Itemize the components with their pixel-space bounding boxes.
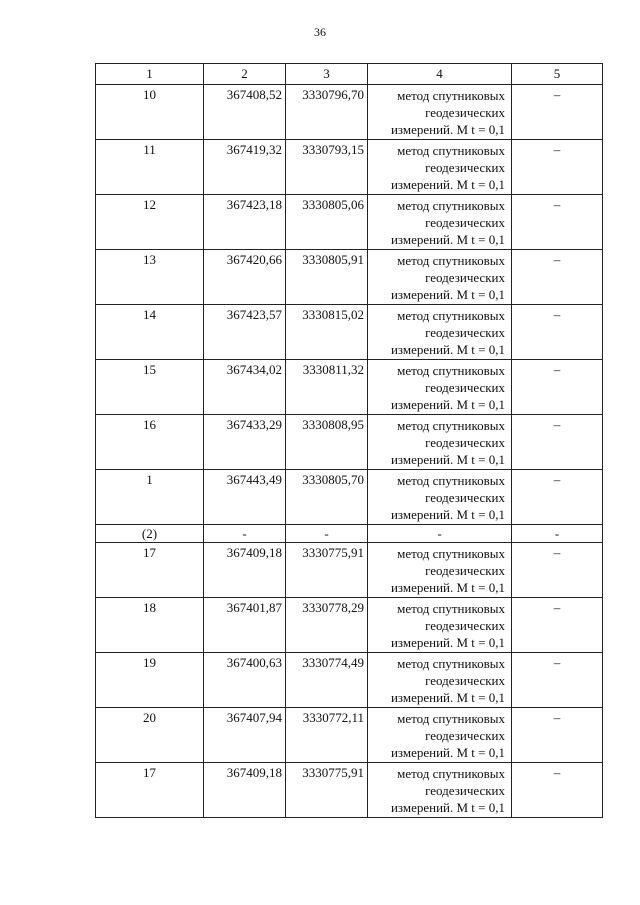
method-text-line: геодезических <box>425 215 505 230</box>
point-number-cell: 15 <box>96 360 204 415</box>
method-text-line: метод спутниковых <box>397 363 505 378</box>
method-cell <box>368 415 512 470</box>
method-text-line: измерений. M t = 0,1 <box>390 397 505 412</box>
method-cell <box>368 470 512 525</box>
table-row <box>96 195 603 250</box>
table-row <box>96 305 603 360</box>
precision-cell: – <box>512 305 603 360</box>
table-row <box>96 250 603 305</box>
method-cell <box>368 360 512 415</box>
table-row <box>96 543 603 598</box>
method-cell <box>368 708 512 763</box>
y-coordinate-cell: 3330772,11 <box>286 708 368 763</box>
method-text-line: геодезических <box>425 783 505 798</box>
x-coordinate-cell: 367409,18 <box>204 543 286 598</box>
x-coordinate-cell: 367408,52 <box>204 85 286 140</box>
method-text-line: геодезических <box>425 563 505 578</box>
table-header-row <box>96 64 603 85</box>
y-coordinate-cell: 3330778,29 <box>286 598 368 653</box>
method-cell <box>368 598 512 653</box>
method-text-line: геодезических <box>425 160 505 175</box>
x-coordinate-cell: 367400,63 <box>204 653 286 708</box>
point-number-cell: 1 <box>96 470 204 525</box>
precision-cell: – <box>512 598 603 653</box>
x-coordinate-cell: 367433,29 <box>204 415 286 470</box>
y-coordinate-cell: 3330805,91 <box>286 250 368 305</box>
precision-cell: – <box>512 763 603 818</box>
method-text-line: метод спутниковых <box>397 143 505 158</box>
method-text-line: метод спутниковых <box>397 473 505 488</box>
method-text-line: геодезических <box>425 325 505 340</box>
method-text-line: измерений. M t = 0,1 <box>390 745 505 760</box>
y-coordinate-cell: 3330775,91 <box>286 763 368 818</box>
x-coordinate-cell: 367423,57 <box>204 305 286 360</box>
x-coordinate-cell: 367434,02 <box>204 360 286 415</box>
method-text-line: измерений. M t = 0,1 <box>390 635 505 650</box>
method-cell <box>368 543 512 598</box>
header-cell: 5 <box>512 64 603 85</box>
x-coordinate-cell: 367420,66 <box>204 250 286 305</box>
coordinates-table <box>95 63 603 818</box>
precision-cell: – <box>512 250 603 305</box>
method-cell <box>368 85 512 140</box>
precision-cell: – <box>512 415 603 470</box>
method-text-line: метод спутниковых <box>397 766 505 781</box>
x-coordinate-cell: 367401,87 <box>204 598 286 653</box>
method-text-line: измерений. M t = 0,1 <box>390 122 505 137</box>
point-number-cell: 17 <box>96 543 204 598</box>
y-coordinate-cell: 3330775,91 <box>286 543 368 598</box>
y-coordinate-cell: 3330808,95 <box>286 415 368 470</box>
point-number-cell: 10 <box>96 85 204 140</box>
method-text-line: измерений. M t = 0,1 <box>390 232 505 247</box>
table-row <box>96 360 603 415</box>
method-text-line: геодезических <box>425 490 505 505</box>
method-text-line: метод спутниковых <box>397 656 505 671</box>
y-coordinate-cell: 3330805,70 <box>286 470 368 525</box>
method-text-line: геодезических <box>425 618 505 633</box>
method-text-line: измерений. M t = 0,1 <box>390 452 505 467</box>
y-coordinate-cell: 3330793,15 <box>286 140 368 195</box>
method-cell <box>368 763 512 818</box>
method-cell <box>368 305 512 360</box>
separator-cell: (2) <box>96 525 204 543</box>
separator-cell: - <box>204 525 286 543</box>
method-text-line: метод спутниковых <box>397 308 505 323</box>
method-cell <box>368 250 512 305</box>
point-number-cell: 17 <box>96 763 204 818</box>
separator-cell: - <box>512 525 603 543</box>
method-cell <box>368 195 512 250</box>
precision-cell: – <box>512 470 603 525</box>
x-coordinate-cell: 367423,18 <box>204 195 286 250</box>
table-row <box>96 140 603 195</box>
method-text-line: измерений. M t = 0,1 <box>390 580 505 595</box>
x-coordinate-cell: 367407,94 <box>204 708 286 763</box>
method-text-line: геодезических <box>425 270 505 285</box>
separator-cell: - <box>286 525 368 543</box>
y-coordinate-cell: 3330805,06 <box>286 195 368 250</box>
method-text-line: геодезических <box>425 435 505 450</box>
header-cell: 4 <box>368 64 512 85</box>
contour-separator-row <box>96 525 603 543</box>
method-text-line: геодезических <box>425 105 505 120</box>
method-text-line: геодезических <box>425 728 505 743</box>
header-cell: 1 <box>96 64 204 85</box>
point-number-cell: 19 <box>96 653 204 708</box>
header-cell: 3 <box>286 64 368 85</box>
table-row <box>96 415 603 470</box>
point-number-cell: 11 <box>96 140 204 195</box>
precision-cell: – <box>512 85 603 140</box>
separator-cell: - <box>368 525 512 543</box>
method-text-line: измерений. M t = 0,1 <box>390 342 505 357</box>
header-cell: 2 <box>204 64 286 85</box>
point-number-cell: 12 <box>96 195 204 250</box>
point-number-cell: 18 <box>96 598 204 653</box>
x-coordinate-cell: 367443,49 <box>204 470 286 525</box>
precision-cell: – <box>512 543 603 598</box>
x-coordinate-cell: 367419,32 <box>204 140 286 195</box>
precision-cell: – <box>512 708 603 763</box>
precision-cell: – <box>512 140 603 195</box>
precision-cell: – <box>512 360 603 415</box>
method-text-line: измерений. M t = 0,1 <box>390 177 505 192</box>
y-coordinate-cell: 3330796,70 <box>286 85 368 140</box>
method-text-line: метод спутниковых <box>397 546 505 561</box>
method-text-line: геодезических <box>425 380 505 395</box>
precision-cell: – <box>512 653 603 708</box>
table-row <box>96 470 603 525</box>
method-text-line: измерений. M t = 0,1 <box>390 287 505 302</box>
table-row <box>96 653 603 708</box>
table-body <box>96 85 603 818</box>
precision-cell: – <box>512 195 603 250</box>
y-coordinate-cell: 3330815,02 <box>286 305 368 360</box>
method-text-line: метод спутниковых <box>397 198 505 213</box>
point-number-cell: 16 <box>96 415 204 470</box>
table-row <box>96 598 603 653</box>
method-text-line: измерений. M t = 0,1 <box>390 800 505 815</box>
y-coordinate-cell: 3330774,49 <box>286 653 368 708</box>
method-text-line: измерений. M t = 0,1 <box>390 507 505 522</box>
method-text-line: метод спутниковых <box>397 601 505 616</box>
point-number-cell: 13 <box>96 250 204 305</box>
method-text-line: метод спутниковых <box>397 88 505 103</box>
method-text-line: метод спутниковых <box>397 418 505 433</box>
method-cell <box>368 140 512 195</box>
method-text-line: измерений. M t = 0,1 <box>390 690 505 705</box>
method-text-line: метод спутниковых <box>397 253 505 268</box>
method-text-line: геодезических <box>425 673 505 688</box>
table-row <box>96 85 603 140</box>
point-number-cell: 20 <box>96 708 204 763</box>
page-number: 36 <box>314 25 326 39</box>
table-row <box>96 763 603 818</box>
table-row <box>96 708 603 763</box>
point-number-cell: 14 <box>96 305 204 360</box>
method-cell <box>368 653 512 708</box>
x-coordinate-cell: 367409,18 <box>204 763 286 818</box>
y-coordinate-cell: 3330811,32 <box>286 360 368 415</box>
method-text-line: метод спутниковых <box>397 711 505 726</box>
